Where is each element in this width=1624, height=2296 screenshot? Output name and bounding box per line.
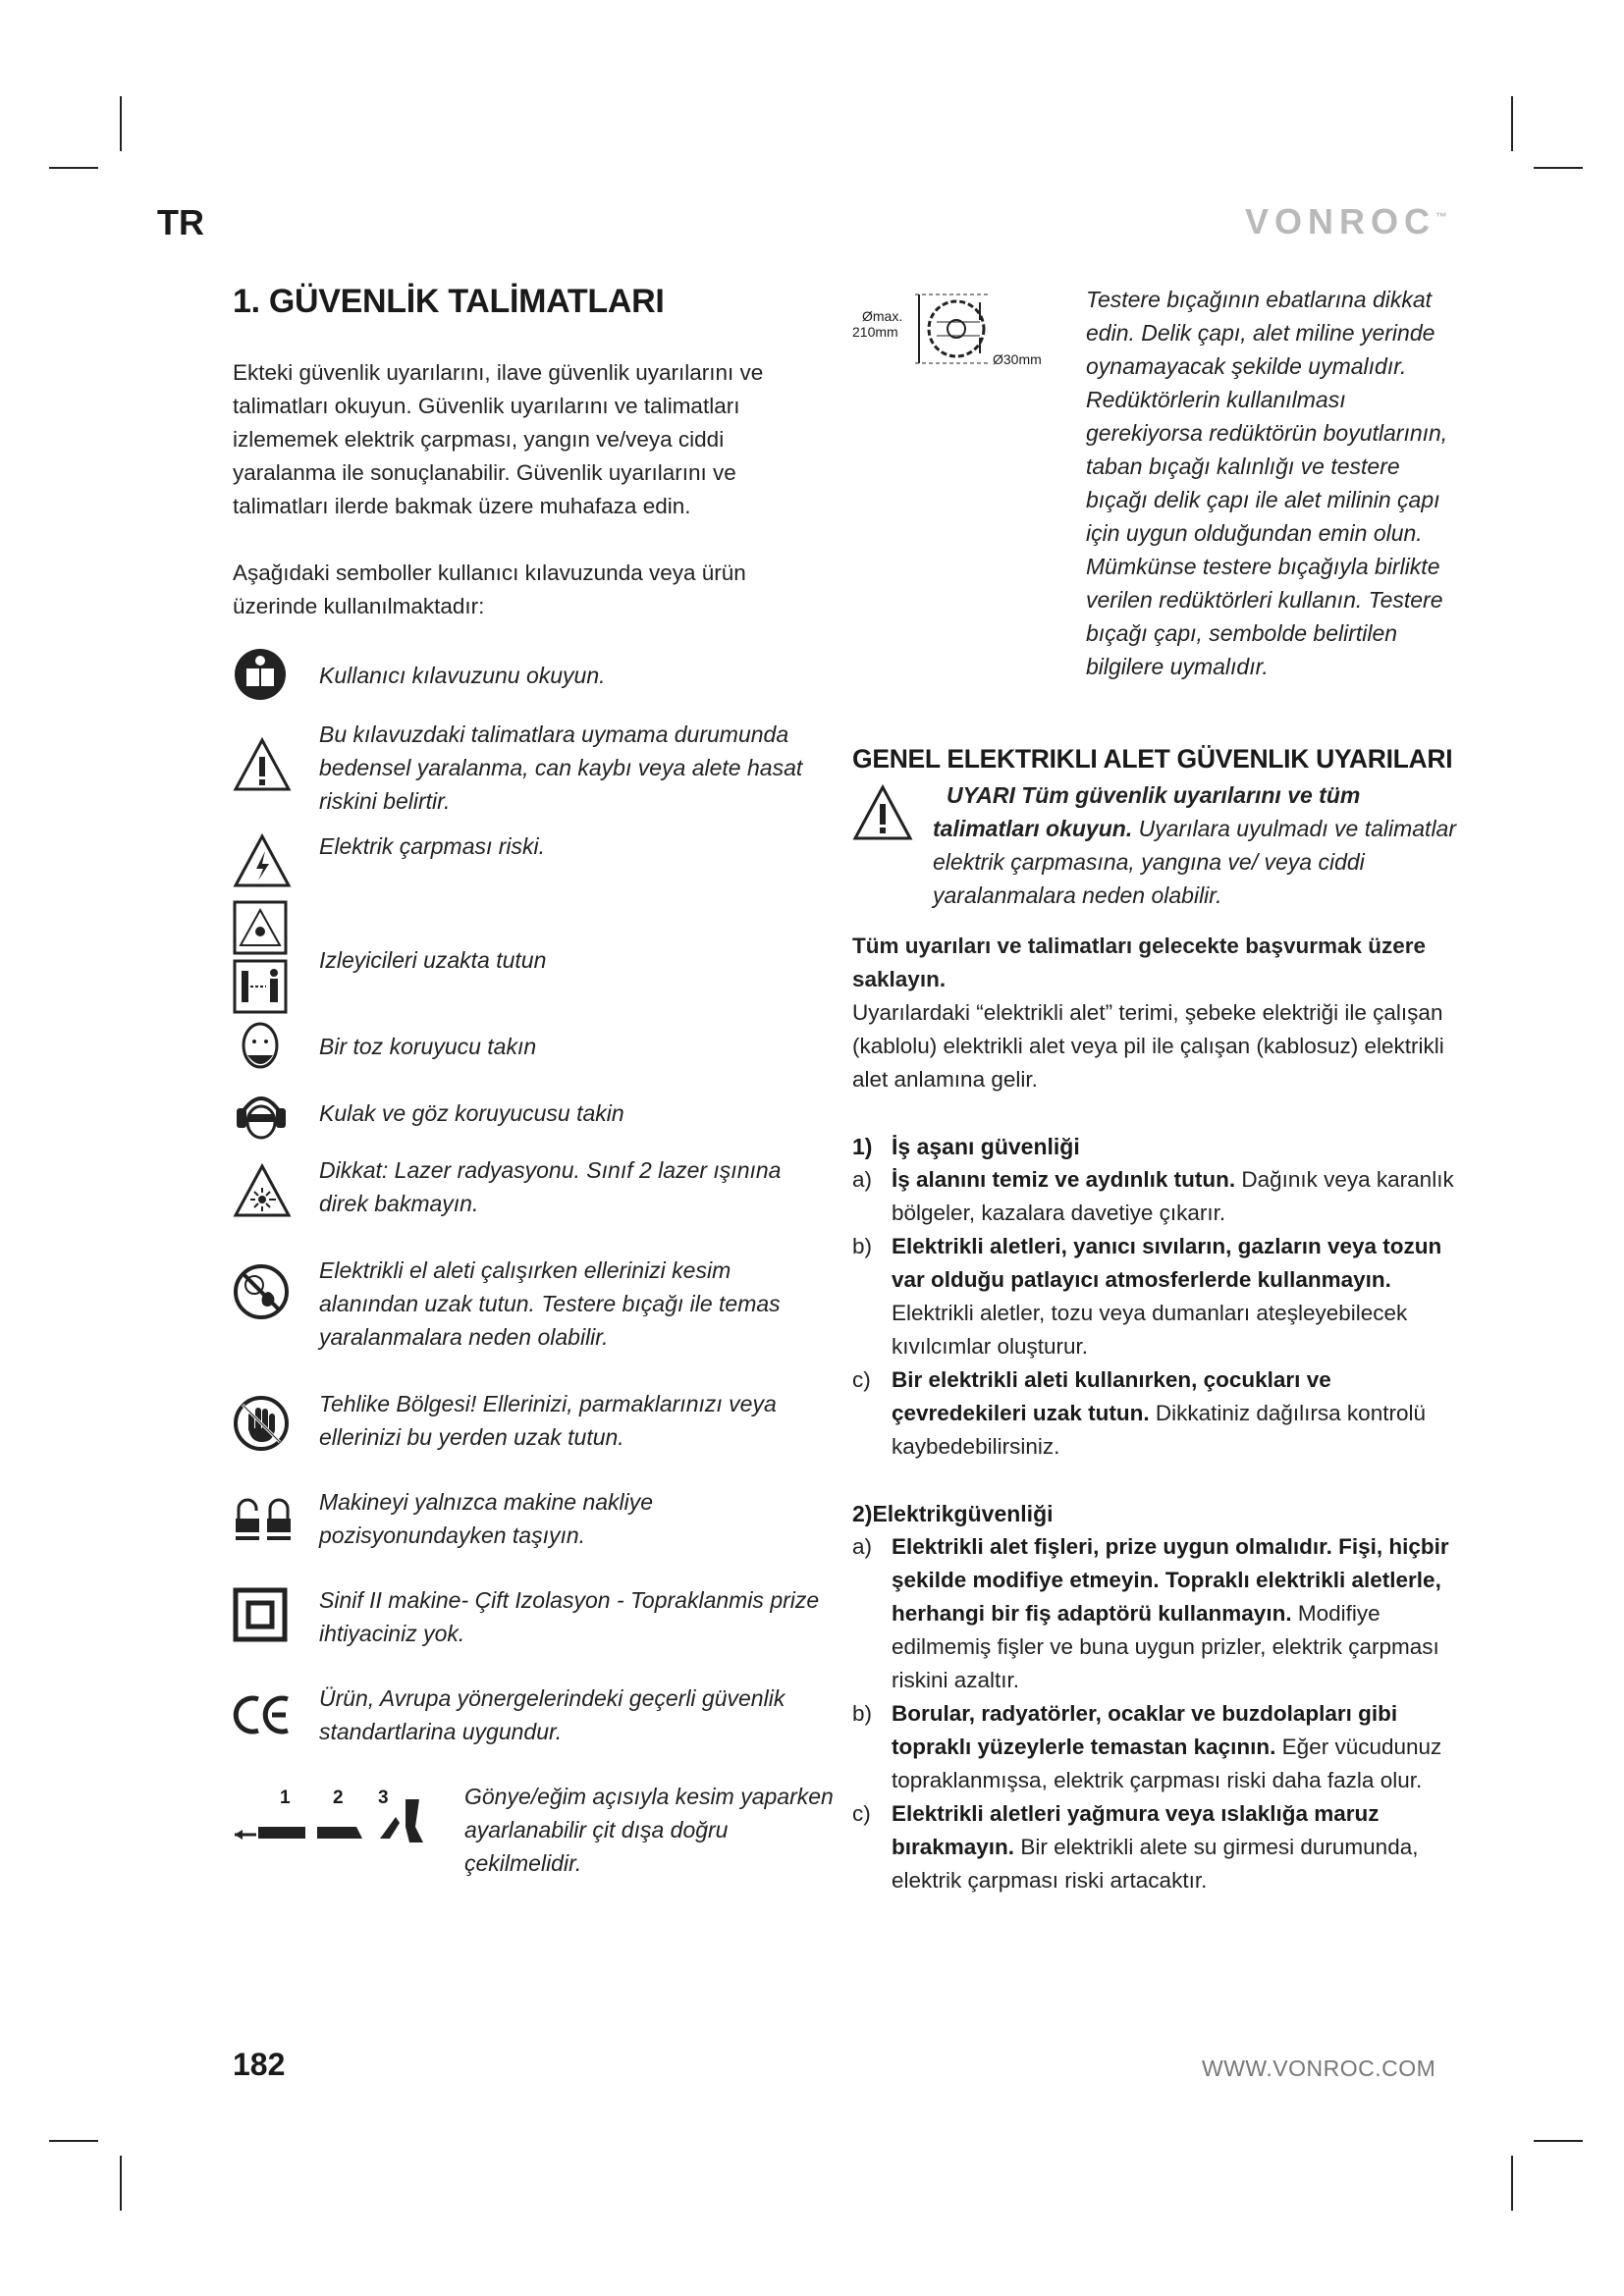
item-label: a) — [852, 1534, 873, 1559]
power-tool-term-text: Uyarılardaki “elektrikli alet” terimi, şebeke elektriği ile çalışan (kablolu) elektrikli alet veya pil ile çalışan (kablosuz) elektrikli alet anlamına gelir. — [852, 1000, 1444, 1092]
intro-paragraph: Ekteki güvenlik uyarılarını, ilave güvenlik uyarılarını ve talimatları okuyun. Güvenlik uyarılarını ve talimatları izlememek elektrik çarpması, yangın ve/veya ciddi yaralanma ile sonuçlanabilir. Güvenlik uyarılarını ve talimatları ilerde bakmak üzere muhafaza edin. — [233, 360, 764, 518]
list-item — [852, 1230, 1456, 1363]
symbol-row — [233, 1087, 832, 1153]
symbol-text: Tehlike Bölgesi! Ellerinizi, parmaklarınızı veya ellerinizi bu yerden uzak tutun. — [319, 1391, 777, 1450]
symbol-text: Elektrikli el aleti çalışırken ellerinizi kesim alanından uzak tutun. Testere bıçağı ile temas yaralanmalara neden olabilir. — [319, 1257, 781, 1350]
save-bold-text: Tüm uyarıları ve talimatları gelecekte başvurmak üzere saklayın. — [852, 934, 1427, 991]
list-item — [852, 1797, 1456, 1897]
crop-mark — [1511, 96, 1513, 151]
bevel-step: 2 — [333, 1788, 344, 1808]
symbol-row — [233, 1387, 832, 1485]
section-electrical — [852, 1497, 1456, 1897]
blade-max-value: 210mm — [852, 324, 898, 340]
read-manual-icon — [233, 647, 288, 702]
item-bold-text: Elektrikli aletleri yağmura veya ıslaklığa maruz bırakmayın. — [892, 1801, 1380, 1859]
symbol-row — [233, 647, 832, 718]
electric-shock-icon — [233, 833, 292, 888]
transport-lock-icon — [233, 1497, 294, 1546]
save-instructions — [852, 930, 1456, 1096]
website-url: WWW.VONROC.COM — [1202, 2056, 1436, 2081]
bevel-step: 1 — [280, 1788, 291, 1808]
symbol-text: Sinif II makine- Çift Izolasyon - Topraklanmis prize ihtiyaciniz yok. — [319, 1587, 820, 1646]
bevel-step: 3 — [378, 1788, 389, 1808]
list-item — [852, 1530, 1456, 1697]
ear-eye-protection-icon — [233, 1087, 290, 1142]
item-text: Dağınık veya karanlık bölgeler, kazalara davetiye çıkarır. — [892, 1167, 1454, 1225]
item-text: Bir elektrikli alete su girmesi durumunda, elektrik çarpması riski artacaktır. — [892, 1835, 1419, 1893]
symbol-text: Izleyicileri uzakta tutun — [319, 947, 547, 973]
symbol-row — [233, 1682, 832, 1780]
item-label: b) — [852, 1234, 873, 1258]
hands-away-from-blade-icon — [233, 1263, 290, 1320]
blade-max-label: Ømax. — [862, 308, 903, 324]
warning-icon — [852, 784, 913, 841]
brand-logo: VONROC™ — [1245, 201, 1448, 241]
ce-mark-icon — [233, 1693, 294, 1736]
item-text: Eğer vücudunuz topraklanmışsa, elektrik çarpması riski daha fazla olur. — [892, 1735, 1442, 1792]
item-bold-text: Borular, radyatörler, ocaklar ve buzdolapları gibi topraklı yüzeylerle temastan kaçının. — [892, 1701, 1398, 1759]
symbol-row — [233, 1153, 832, 1254]
class-ii-icon — [233, 1587, 288, 1642]
item-text: Modifiye edilmemiş fişler ve buna uygun prizler, elektrik çarpması riskini azaltır. — [892, 1601, 1439, 1692]
list-item — [852, 1163, 1456, 1230]
symbol-row — [233, 1485, 832, 1583]
general-warning-text — [933, 778, 1463, 912]
symbol-text: Elektrik çarpması riski. — [319, 833, 546, 859]
symbol-text: Gönye/eğim açısıyla kesim yaparken ayarlanabilir çit dışa doğru çekilmelidir. — [464, 1784, 834, 1876]
warning-regular-text: Uyarılara uyulmadı ve talimatlar elektrik çarpmasına, yangına ve/ veya ciddi yaralanmalara neden olabilir. — [933, 816, 1457, 908]
item-label: c) — [852, 1801, 871, 1826]
symbol-text: Kulak ve göz koruyucusu takin — [319, 1100, 624, 1126]
laser-warning-icon — [233, 1163, 292, 1218]
page-number: 182 — [233, 2047, 286, 2082]
blade-bore-label: Ø30mm — [993, 351, 1042, 367]
warning-icon — [233, 737, 292, 792]
dust-mask-icon — [233, 1020, 288, 1075]
symbol-text: Bu kılavuzdaki talimatlara uymama durumunda bedensel yaralanma, can kaybı veya alete hasat riskini belirtir. — [319, 721, 803, 814]
crop-mark — [1511, 2156, 1513, 2211]
brand-name: VONROC — [1245, 201, 1436, 241]
section-heading — [852, 1130, 1456, 1163]
section-work-area — [852, 1130, 1456, 1464]
symbol-row — [233, 1780, 832, 1888]
symbol-text: Dikkat: Lazer radyasyonu. Sınıf 2 lazer ışınına direk bakmayın. — [319, 1157, 782, 1216]
symbols-intro: Aşağıdaki semboller kullanıcı kılavuzunda veya ürün üzerinde kullanılmaktadır: — [233, 561, 746, 618]
left-column — [233, 283, 832, 1888]
item-text: Elektrikli aletler, tozu veya dumanları ateşleyebilecek kıvılcımlar oluşturur. — [892, 1301, 1408, 1359]
general-warning-block — [852, 778, 1456, 924]
crop-mark — [120, 2156, 122, 2211]
item-label: a) — [852, 1167, 873, 1192]
item-label: b) — [852, 1701, 873, 1726]
crop-mark — [49, 167, 98, 169]
keep-bystanders-away-icon — [233, 900, 288, 1016]
language-code: TR — [157, 202, 204, 242]
crop-mark — [1534, 167, 1583, 169]
item-text: Dikkatiniz dağılırsa kontrolü kaybedebilirsiniz. — [892, 1401, 1426, 1459]
symbol-row — [233, 900, 832, 1020]
blade-dimension-figure — [852, 293, 1063, 371]
crop-mark — [1534, 2140, 1583, 2142]
general-warnings-heading: GENEL ELEKTRIKLI ALET GÜVENLIK UYARILARI — [852, 744, 1453, 774]
blade-size-text: Testere bıçağının ebatlarına dikkat edin. Delik çapı, alet miline yerinde oynamayacak şekilde uymalıdır. Redüktörlerin kullanılması gerekiyorsa redüktörün boyutlarının, taban bıçağı kalınlığı ve testere bıçağı delik çapı ile alet milinin çapı için uygun olduğundan emin olun. Mümkünse testere bıçağıyla birlikte verilen redüktörleri kullanın. Testere bıçağı çapı, sembolde belirtilen bilgilere uymalıdır. — [1086, 287, 1448, 679]
item-bold-text: Elektrikli alet fişleri, prize uygun olmalıdır. Fişi, hiçbir şekilde modifiye etmeyin. Topraklı elektrikli aletlerle, herhangi bir fiş adaptörü kullanmayın. — [892, 1534, 1449, 1626]
page-title: 1. GÜVENLİK TALİMATLARI — [233, 283, 665, 320]
danger-zone-hand-icon — [233, 1395, 290, 1452]
section-number: 1) — [852, 1134, 873, 1159]
item-bold-text: Elektrikli aletleri, yanıcı sıvıların, gazların veya tozun var olduğu patlayıcı atmosferlerde kullanmayın. — [892, 1234, 1442, 1292]
list-item — [852, 1697, 1456, 1797]
symbol-row — [233, 1020, 832, 1087]
item-bold-text: İş alanını temiz ve aydınlık tutun. — [892, 1167, 1236, 1192]
symbol-text: Bir toz koruyucu takın — [319, 1034, 537, 1059]
section-title: İş aşanı güvenliği — [892, 1134, 1080, 1159]
symbol-text: Kullanıcı kılavuzunu okuyun. — [319, 663, 606, 688]
item-bold-text: Bir elektrikli aleti kullanırken, çocukları ve çevredekileri uzak tutun. — [892, 1367, 1331, 1425]
symbol-row — [233, 829, 832, 900]
symbol-text: Makineyi yalnızca makine nakliye pozisyonundayken taşıyın. — [319, 1489, 654, 1548]
crop-mark — [120, 96, 122, 151]
section-heading: 2)Elektrikgüvenliği — [852, 1501, 1054, 1526]
symbol-row — [233, 1583, 832, 1682]
symbol-text: Ürün, Avrupa yönergelerindeki geçerli güvenlik standartlarina uygundur. — [319, 1685, 785, 1744]
warning-bold-text: UYARI Tüm güvenlik uyarılarını ve tüm talimatları okuyun. — [933, 782, 1361, 841]
saw-blade-icon — [852, 293, 1063, 371]
symbol-row — [233, 718, 832, 829]
right-column — [852, 283, 1456, 1897]
blade-size-block — [852, 283, 1456, 744]
bevel-cut-icon — [233, 1788, 439, 1856]
item-label: c) — [852, 1367, 871, 1392]
symbol-row — [233, 1254, 832, 1387]
list-item — [852, 1363, 1456, 1464]
crop-mark — [49, 2140, 98, 2142]
